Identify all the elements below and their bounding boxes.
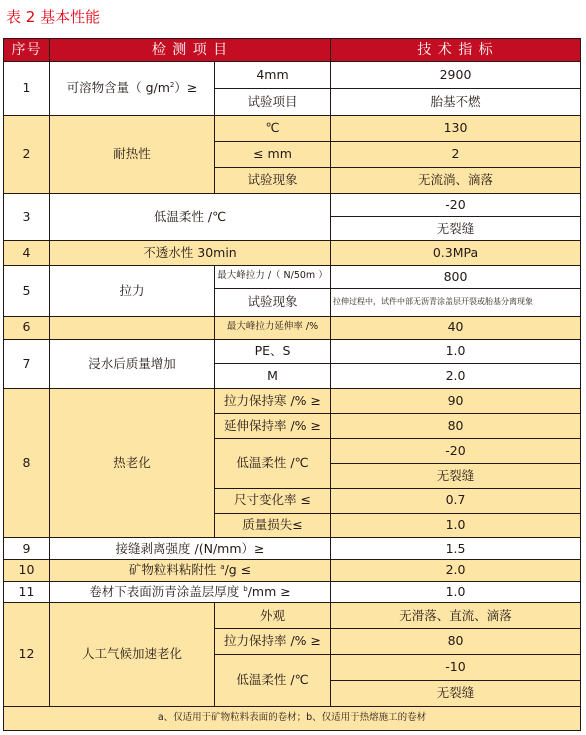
row-no: 2	[4, 115, 50, 193]
row-label: 卷材下表面沥青涂盖层厚度 $^b$/mm ≥	[50, 581, 331, 603]
row-subitem: 4mm	[215, 61, 331, 88]
table-row	[4, 538, 581, 560]
row-subitem: 拉力保持寒 /% ≥	[215, 389, 331, 414]
row-no: 11	[4, 581, 50, 603]
table-footnote-row	[4, 707, 581, 731]
row-value: 无滑落、直流、滴落	[331, 603, 581, 629]
row-no: 5	[4, 266, 50, 317]
row-label: 接缝剥离强度 /(N/mm）≥	[50, 538, 331, 560]
row-subitem: 尺寸变化率 ≤	[215, 488, 331, 513]
row-value: -20	[331, 193, 581, 217]
table-row	[4, 316, 581, 339]
table-row	[4, 603, 581, 629]
table-header-row	[4, 39, 581, 62]
row-value: 2.0	[331, 560, 581, 582]
row-no: 6	[4, 316, 50, 339]
row-label: 矿物粒料粘附性 $^a$/g ≤	[50, 560, 331, 582]
header-no: 序号	[4, 39, 50, 62]
row-label: 热老化	[50, 389, 215, 538]
row-subitem: 试验现象	[215, 167, 331, 193]
row-value: 800	[331, 266, 581, 289]
row-value: 80	[331, 414, 581, 439]
table-row	[4, 266, 581, 289]
row-subitem: 延伸保持率 /% ≥	[215, 414, 331, 439]
row-subitem: 最大峰拉力 /（ N/50m ）	[215, 266, 331, 289]
basic-performance-table	[3, 38, 581, 731]
table-row	[4, 389, 581, 414]
row-value: 2.0	[331, 364, 581, 389]
row-subitem: ≤ mm	[215, 141, 331, 167]
row-label: 人工气候加速老化	[50, 603, 215, 707]
row-subitem: 质量损失≤	[215, 513, 331, 538]
row-value: 无裂缝	[331, 463, 581, 488]
row-subitem: 低温柔性 /℃	[215, 438, 331, 488]
row-label: 不透水性 30min	[50, 241, 331, 266]
row-label: 低温柔性 /℃	[50, 193, 331, 241]
row-label: 耐热性	[50, 115, 215, 193]
row-value: 40	[331, 316, 581, 339]
row-no: 8	[4, 389, 50, 538]
table-row	[4, 61, 581, 88]
row-subitem: 试验项目	[215, 88, 331, 115]
row-no: 3	[4, 193, 50, 241]
table-row	[4, 115, 581, 141]
row-value: 无裂缝	[331, 217, 581, 241]
row-no: 9	[4, 538, 50, 560]
row-label: 浸水后质量增加	[50, 339, 215, 389]
row-value: 胎基不燃	[331, 88, 581, 115]
header-item: 检 测 项 目	[50, 39, 331, 62]
row-value: 1.0	[331, 581, 581, 603]
row-value: 1.0	[331, 513, 581, 538]
row-value: 1.5	[331, 538, 581, 560]
row-value: 1.0	[331, 339, 581, 364]
row-subitem: 试验现象	[215, 288, 331, 316]
row-value: 无流淌、滴落	[331, 167, 581, 193]
table-row	[4, 241, 581, 266]
row-no: 1	[4, 61, 50, 115]
table-title: 表 2 基本性能	[6, 8, 101, 26]
row-value: 拉伸过程中，试件中部无沥青涂盖层开裂或胎基分离现象	[331, 288, 581, 316]
row-subitem: 外观	[215, 603, 331, 629]
row-no: 12	[4, 603, 50, 707]
row-no: 7	[4, 339, 50, 389]
table-row	[4, 339, 581, 364]
row-subitem: 拉力保持率 /% ≥	[215, 629, 331, 655]
row-value: 0.3MPa	[331, 241, 581, 266]
table-row	[4, 581, 581, 603]
row-label: 拉力	[50, 266, 215, 317]
row-label: 可溶物含量（ $g/m^2)\ge$	[50, 61, 215, 115]
row-value: 90	[331, 389, 581, 414]
row-subitem: M	[215, 364, 331, 389]
row-value: -20	[331, 438, 581, 463]
table-footnote: a、仅适用于矿物粒料表面的卷材；b、仅适用于热熔施工的卷材	[4, 707, 581, 731]
row-value: 无裂缝	[331, 681, 581, 707]
table-row	[4, 560, 581, 582]
row-subitem: 最大峰拉力延伸率 /%	[215, 316, 331, 339]
row-subitem: ℃	[215, 115, 331, 141]
row-value: 2	[331, 141, 581, 167]
row-no: 4	[4, 241, 50, 266]
row-value: 80	[331, 629, 581, 655]
header-spec: 技 术 指 标	[331, 39, 581, 62]
row-no: 10	[4, 560, 50, 582]
row-label-empty	[50, 316, 215, 339]
row-subitem: 低温柔性 /℃	[215, 655, 331, 707]
row-value: 0.7	[331, 488, 581, 513]
table-row	[4, 193, 581, 217]
row-subitem: PE、S	[215, 339, 331, 364]
row-value: 130	[331, 115, 581, 141]
row-value: -10	[331, 655, 581, 681]
row-value: 2900	[331, 61, 581, 88]
